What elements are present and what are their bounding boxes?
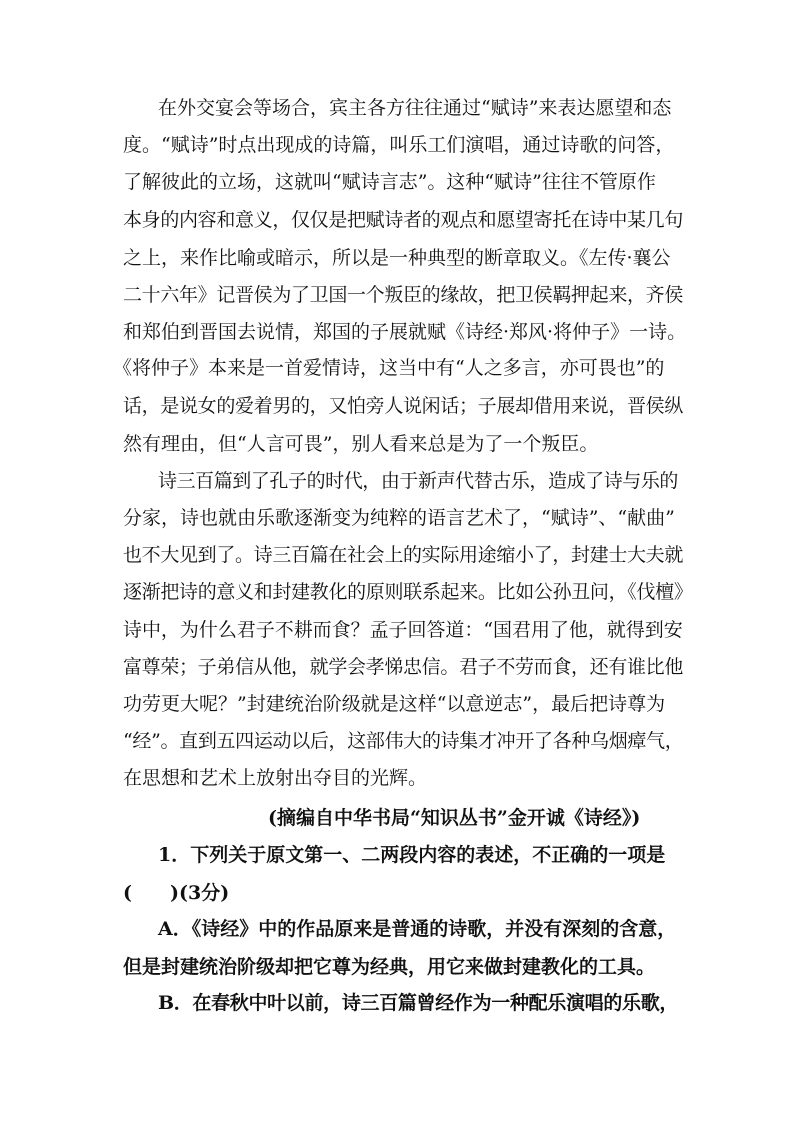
text-line: 分家，诗也就由乐歌逐渐变为纯粹的语言艺术了，“赋诗”、“献曲” [123, 507, 675, 529]
text-line: 本身的内容和意义，仅仅是把赋诗者的观点和愿望寄托在诗中某几句 [123, 209, 684, 231]
text-line: 也不大见到了。诗三百篇在社会上的实际用途缩小了，封建士大夫就 [123, 544, 684, 566]
text-line: 度。“赋诗”时点出现成的诗篇，叫乐工们演唱，通过诗歌的问答， [123, 134, 675, 156]
question-score: ( )(3分) [123, 882, 230, 904]
text-line: 在思想和艺术上放射出夺目的光辉。 [123, 767, 428, 789]
text-line: 富尊荣；子弟信从他，就学会孝悌忠信。君子不劳而食，还有谁比他 [123, 656, 684, 678]
text-line: 诗中，为什么君子不耕而食？孟子回答道：“国君用了他，就得到安 [123, 619, 683, 641]
text-line: 了解彼此的立场，这就叫“赋诗言志”。这种“赋诗”往往不管原作 [123, 171, 656, 193]
question-stem: 1．下列关于原文第一、二两段内容的表述，不正确的一项是 [158, 844, 666, 866]
option-a: A．《诗经》中的作品原来是普通的诗歌，并没有深刻的含意， [158, 918, 677, 940]
text-line: 然有理由，但“人言可畏”，别人看来总是为了一个叛臣。 [123, 433, 599, 455]
text-line: 话，是说女的爱着男的，又怕旁人说闲话；子展却借用来说，晋侯纵 [123, 395, 684, 417]
source-citation: (摘编自中华书局“知识丛书”金开诚《诗经》) [268, 807, 641, 829]
text-line: 在外交宴会等场合，宾主各方往往通过“赋诗”来表达愿望和态 [158, 97, 672, 119]
option-b: B．在春秋中叶以前，诗三百篇曾经作为一种配乐演唱的乐歌， [158, 992, 679, 1014]
text-line: 之上，来作比喻或暗示，所以是一种典型的断章取义。《左传·襄公 [123, 247, 671, 269]
text-line: 和郑伯到晋国去说情，郑国的子展就赋《诗经·郑风·将仲子》一诗。 [123, 321, 687, 343]
text-line: 诗三百篇到了孔子的时代，由于新声代替古乐，造成了诗与乐的 [158, 470, 679, 492]
option-a-continued: 但是封建统治阶级却把它尊为经典，用它来做封建教化的工具。 [123, 956, 656, 978]
text-line: “经”。直到五四运动以后，这部伟大的诗集才冲开了各种乌烟瘴气， [123, 730, 684, 752]
text-line: 二十六年》记晋侯为了卫国一个叛臣的缘故，把卫侯羁押起来，齐侯 [123, 284, 684, 306]
text-line: 逐渐把诗的意义和封建教化的原则联系起来。比如公孙丑问，《伐檀》 [123, 581, 693, 603]
text-line: 《将仲子》本来是一首爱情诗，这当中有“人之多言，亦可畏也”的 [113, 357, 665, 379]
text-line: 功劳更大呢？”封建统治阶级就是这样“以意逆志”，最后把诗尊为 [123, 693, 666, 715]
